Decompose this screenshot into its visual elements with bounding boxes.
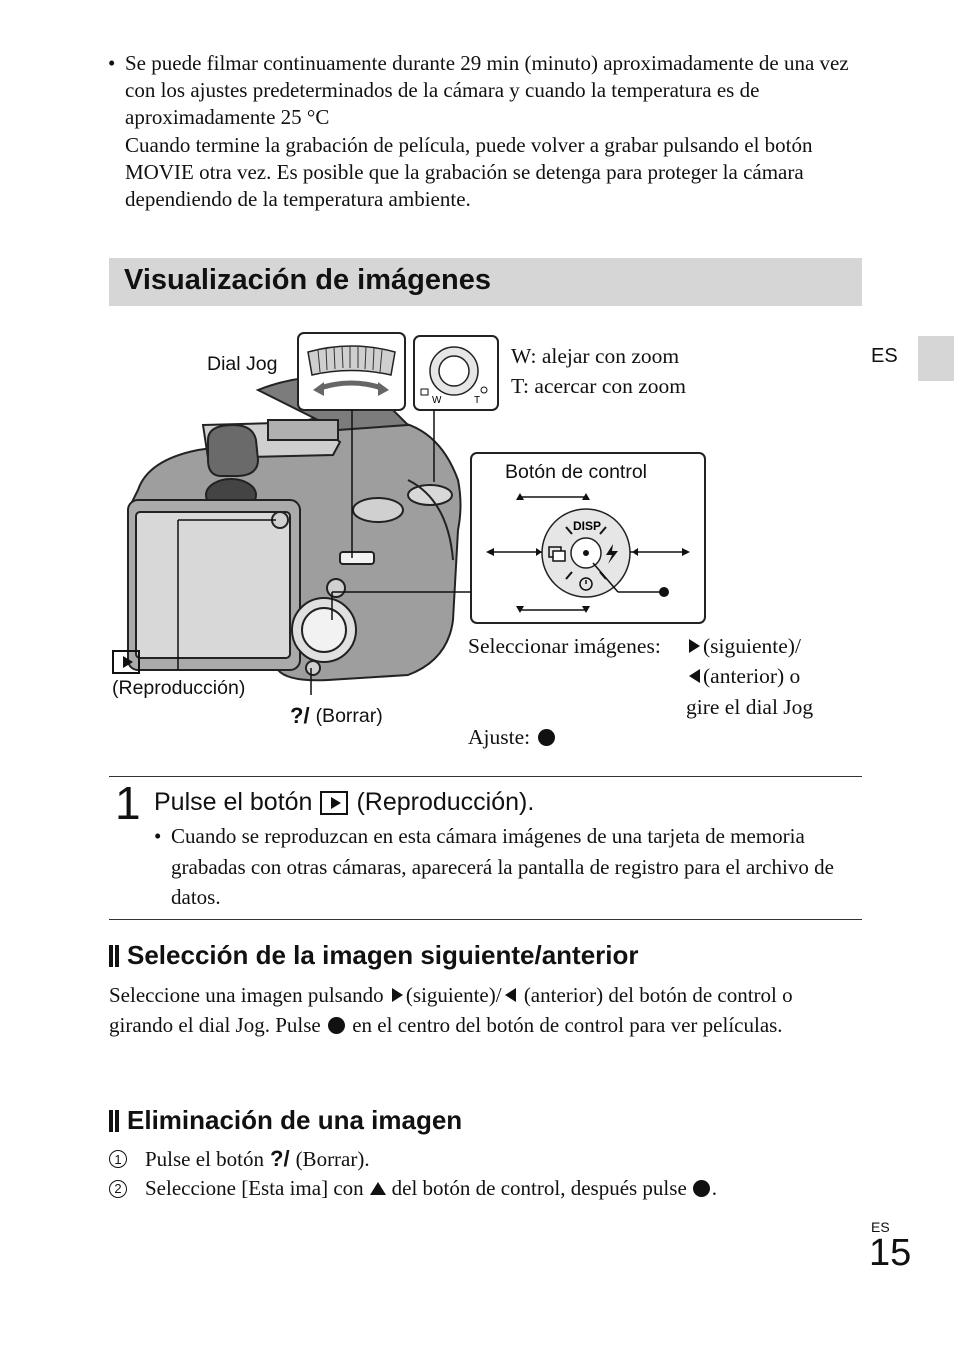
list-item-text: Pulse el botón <box>145 1146 264 1171</box>
subheading-delete-text: Eliminación de una imagen <box>127 1105 463 1135</box>
selection-text-3: (anterior) del botón de control o girando el dial Jog. Pulse <box>109 983 793 1038</box>
playback-icon <box>112 650 140 674</box>
section-heading-band <box>109 258 862 306</box>
help-trash-icon: ?/ <box>270 1146 290 1171</box>
step-number: 1 <box>115 777 141 829</box>
left-arrow-icon <box>689 669 700 683</box>
control-button-label: Botón de control <box>505 461 648 483</box>
playback-label: (Reproducción) <box>112 677 246 699</box>
zoom-lever-inset <box>414 336 498 410</box>
select-images-label: Seleccionar imágenes: <box>468 634 661 658</box>
step-title <box>154 788 534 817</box>
select-prev-line <box>686 661 800 691</box>
right-arrow-icon <box>392 988 403 1002</box>
top-note-text-2: Cuando termine la grabación de película, puede volver a grabar pulsando el botón MOVIE otra vez. Es posible que la grabación se detenga para proteger la cámara dependiendo de la temperatura ambiente. <box>125 132 813 212</box>
list-item-text-end: . <box>711 1176 718 1200</box>
center-button-icon <box>538 729 555 746</box>
up-arrow-icon <box>370 1182 386 1195</box>
list-item-text-end: (Borrar). <box>295 1146 370 1171</box>
step-circle-number: 2 <box>109 1180 127 1198</box>
rule-top <box>109 776 862 777</box>
setting-label: Ajuste: <box>468 725 531 749</box>
left-arrow-icon <box>505 988 516 1002</box>
center-button-icon <box>328 1017 345 1034</box>
dial-jog-inset <box>298 333 405 410</box>
rule-bottom <box>109 919 862 920</box>
step-circle-number: 1 <box>109 1150 127 1168</box>
select-jog: gire el dial Jog <box>686 695 814 719</box>
selection-text-1: Seleccione una imagen pulsando <box>109 983 384 1007</box>
side-tab-lang: ES <box>871 345 898 367</box>
bullet: • <box>154 824 162 848</box>
zoom-t-label: T: acercar con zoom <box>511 374 687 398</box>
subheading-selection-text: Selección de la imagen siguiente/anterior <box>127 940 639 970</box>
step-note <box>154 821 854 913</box>
top-note <box>108 50 860 213</box>
side-tab <box>918 336 954 381</box>
section-marker-icon <box>109 1110 121 1132</box>
playback-icon <box>320 791 348 815</box>
setting-line <box>468 722 557 752</box>
zoom-w-label: W: alejar con zoom <box>511 344 680 368</box>
selection-paragraph <box>109 980 861 1041</box>
select-prev: (anterior) o <box>703 664 801 688</box>
select-next: (siguiente)/ <box>703 634 801 658</box>
center-button-icon <box>693 1180 710 1197</box>
bullet: • <box>108 51 116 75</box>
zoom-w-letter: W <box>432 395 442 406</box>
step-title-before: Pulse el botón <box>154 788 313 816</box>
list-item <box>109 1146 370 1172</box>
section-title: Visualización de imágenes <box>124 264 491 296</box>
disp-label: DISP <box>573 519 602 533</box>
delete-label: (Borrar) <box>315 704 383 727</box>
help-trash-icon: ?/ <box>290 703 310 728</box>
section-marker-icon <box>109 945 121 967</box>
step-title-after: (Reproducción). <box>356 788 535 816</box>
selection-text-2: (siguiente)/ <box>405 983 502 1007</box>
footer-lang: ES <box>871 1219 890 1235</box>
selection-text-4: en el centro del botón de control para ver películas. <box>352 1013 783 1038</box>
subheading-selection <box>109 940 639 971</box>
select-next-line <box>686 631 801 661</box>
zoom-t-letter: T <box>474 395 481 406</box>
list-item-text: Seleccione [Esta ima] con <box>145 1176 364 1200</box>
step-note-text: Cuando se reproduzcan en esta cámara imágenes de una tarjeta de memoria grabadas con otras cámaras, aparecerá la pantalla de registro para el archivo de datos. <box>171 824 834 909</box>
list-item <box>109 1176 717 1201</box>
list-item-text-mid: del botón de control, después pulse <box>391 1176 687 1200</box>
dial-jog-label: Dial Jog <box>207 353 278 375</box>
top-note-text: Se puede filmar continuamente durante 29 min (minuto) aproximadamente de una vez con los ajustes predeterminados de la cámara y cuando la temperatura es de aproximadamente 25 °C <box>125 51 849 130</box>
page-number: 15 <box>869 1232 912 1274</box>
delete-label-group <box>290 703 383 729</box>
right-arrow-icon <box>689 639 700 653</box>
subheading-delete <box>109 1105 462 1136</box>
